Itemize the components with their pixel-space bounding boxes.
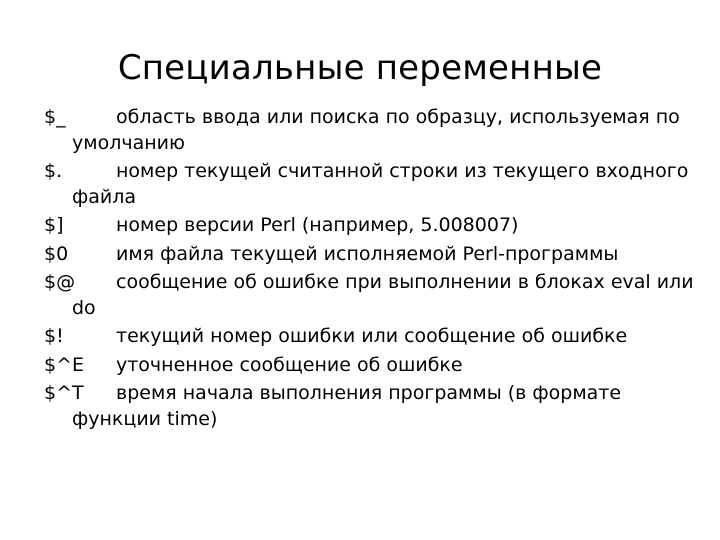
variable-name: $^E <box>44 353 85 376</box>
variable-description: область ввода или поиска по образцу, используемая по умолчанию <box>72 106 680 154</box>
variable-name: $0 <box>44 242 69 265</box>
list-item <box>44 242 694 268</box>
list-item <box>44 105 694 156</box>
list-item <box>44 381 694 432</box>
list-item <box>44 213 694 239</box>
variable-name: $] <box>44 214 64 236</box>
variable-name: $. <box>44 160 63 182</box>
variable-name: $^T <box>44 382 84 404</box>
variable-description: сообщение об ошибке при выполнении в блоках eval или do <box>72 271 694 319</box>
variable-description: уточненное сообщение об ошибке <box>116 353 463 376</box>
variable-description: имя файла текущей исполняемой Perl-программы <box>116 242 619 265</box>
variable-description: время начала выполнения программы (в формате функции time) <box>72 382 622 430</box>
variable-list <box>44 105 694 435</box>
list-item <box>44 270 694 321</box>
variable-description: текущий номер ошибки или сообщение об ошибке <box>116 325 628 347</box>
list-item <box>44 353 694 379</box>
variable-name: $@ <box>44 271 76 293</box>
variable-name: $_ <box>44 106 66 128</box>
slide-title: Специальные переменные <box>117 48 603 88</box>
list-item <box>44 324 694 350</box>
variable-description: номер версии Perl (например, 5.008007) <box>116 214 519 236</box>
variable-name: $! <box>44 325 64 347</box>
list-item <box>44 159 694 210</box>
variable-description: номер текущей считанной строки из текущего входного файла <box>72 160 689 208</box>
